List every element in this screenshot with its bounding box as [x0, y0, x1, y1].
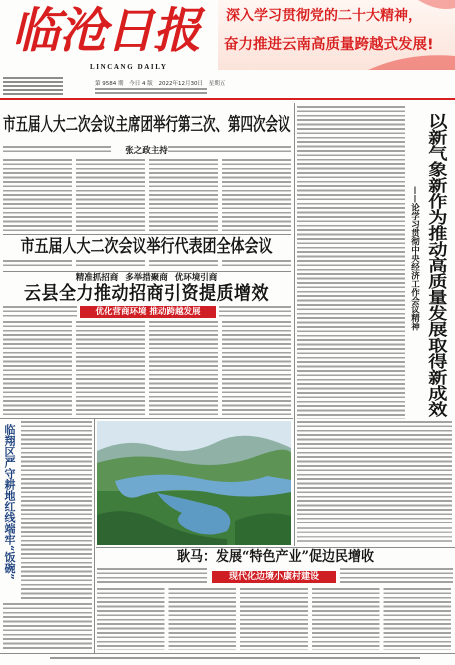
- banner-line-1: 深入学习贯彻党的二十大精神，: [226, 8, 422, 24]
- banner-swoosh: [368, 55, 455, 70]
- body-text-block: [97, 588, 453, 650]
- issue-date: 2022年12月30日: [158, 81, 203, 87]
- masthead-rule: [0, 98, 455, 100]
- headline-editorial: 以新气象新作为推动高质量发展取得新成效: [425, 113, 448, 417]
- body-text-block: [3, 146, 111, 155]
- section-rule: [3, 234, 291, 235]
- subhead-editorial: ——论学习贯彻中央经济工作会议精神: [409, 186, 420, 331]
- column-rule: [94, 419, 95, 653]
- body-text-block: [297, 421, 452, 523]
- issue-number: 第 9584 期: [95, 81, 124, 87]
- column-rule: [294, 103, 295, 546]
- section-rule: [96, 547, 455, 548]
- body-text-block: [97, 568, 207, 585]
- masthead-title: 临沧日报: [12, 3, 201, 59]
- banner-line-2: 奋力推进云南高质量跨越式发展!: [224, 37, 434, 53]
- body-text-block: [3, 159, 291, 231]
- footer-text-line: [50, 657, 420, 661]
- headline-gengma: 耿马：发展“特色产业”促边民增收: [177, 548, 374, 566]
- headline-yunxian: 云县全力推动招商引资提质增效: [24, 282, 269, 305]
- body-text-block: [3, 260, 291, 269]
- footer-rule: [0, 653, 455, 654]
- headline-delegation-meeting: 市五届人大二次会议举行代表团全体会议: [20, 236, 273, 257]
- issue-line: [95, 79, 229, 87]
- kicker-yunxian: 精准抓招商 多举措聚商 优环境引商: [75, 273, 218, 283]
- subhead-presidium-meeting: 张之政主持: [125, 146, 168, 156]
- column-tag-business-environment: 优化营商环境 推动跨越发展: [80, 306, 216, 318]
- body-text-block: [297, 106, 405, 419]
- body-text-block: [3, 321, 291, 415]
- masthead-english-title: LINCANG DAILY: [90, 63, 168, 71]
- editorial-byline-block: [297, 527, 452, 544]
- publisher-info-block: [3, 77, 63, 96]
- body-text-block: [3, 603, 92, 651]
- body-text-block: [21, 421, 92, 601]
- section-rule: [0, 418, 293, 419]
- banner-corner: [418, 0, 455, 9]
- body-text-block: [3, 306, 77, 318]
- headline-linxiang-farmland: 临翔区严守耕地红线端牢“饭碗”: [3, 424, 16, 580]
- lunar-date-line: [95, 88, 207, 94]
- slogan-banner: [218, 0, 455, 70]
- landscape-photo-image: [97, 421, 291, 545]
- photo-forest-right: [235, 513, 291, 545]
- headline-presidium-meeting: 市五届人大二次会议主席团举行第三次、第四次会议: [3, 113, 291, 135]
- issue-weekday: 星期五: [208, 81, 226, 87]
- body-text-block: [340, 568, 453, 585]
- body-text-block: [219, 306, 291, 318]
- column-tag-border-village: 现代化边境小康村建设: [212, 571, 336, 583]
- landscape-photo: [97, 421, 291, 545]
- page-count: 今日 4 版: [129, 81, 153, 87]
- section-rule: [3, 271, 291, 272]
- body-text-block: [168, 146, 291, 155]
